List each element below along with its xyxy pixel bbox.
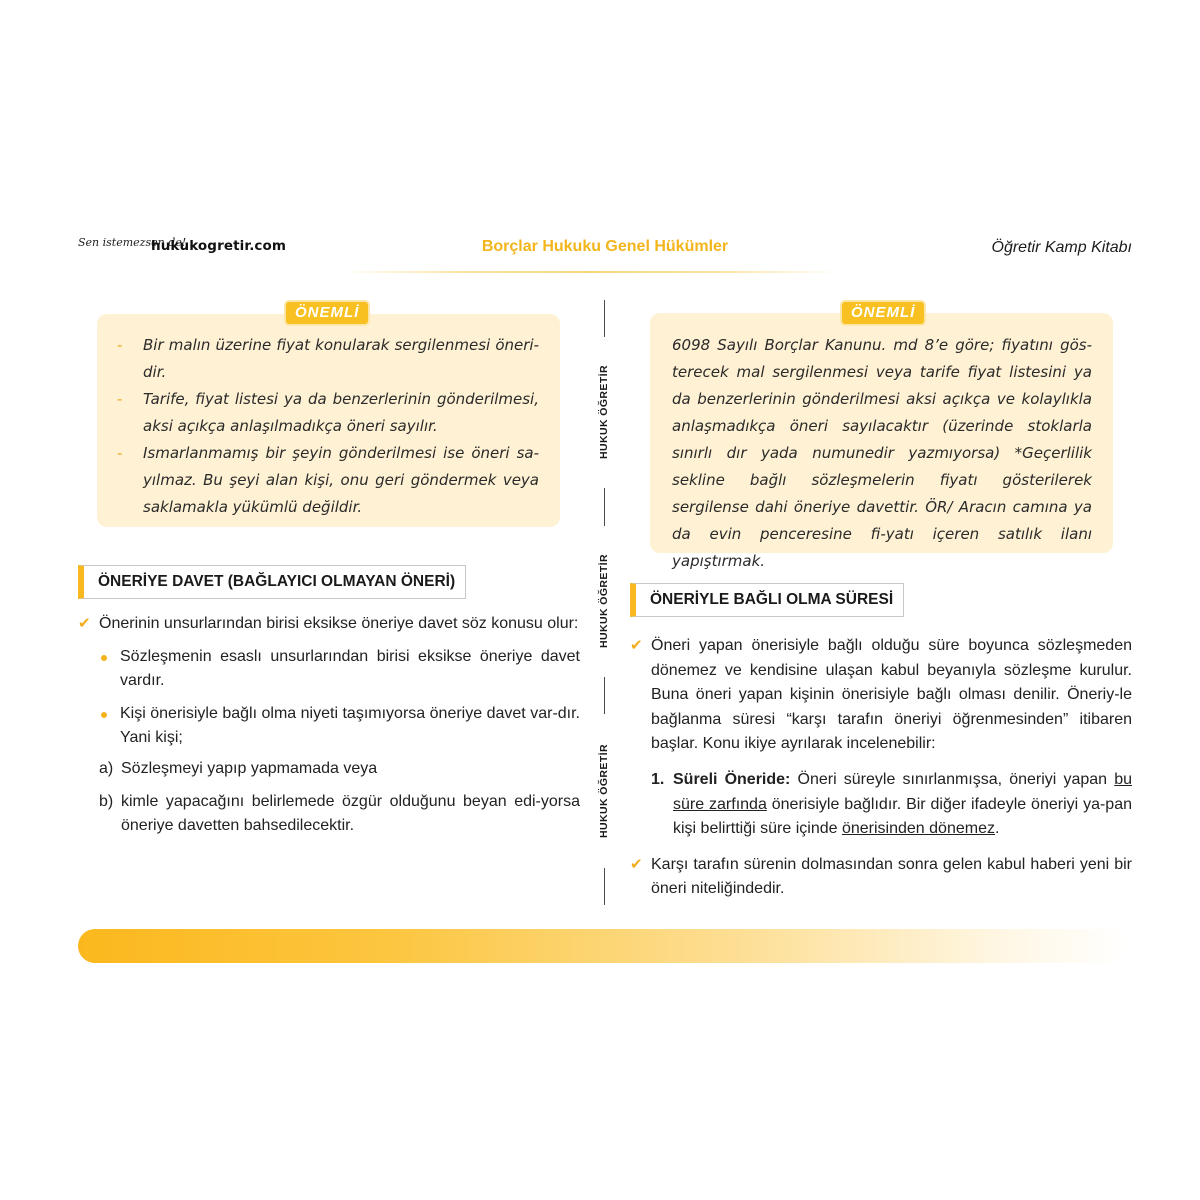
bullet-list-item: Kişi önerisiyle bağlı olma niyeti taşımıyorsa öneriye davet var-dır. Yani kişi; <box>99 702 580 751</box>
important-list-item: - Tarife, fiyat listesi ya da benzerlerinin gönderilmesi, aksi açıkça anlaşılmadıkça öneri sayılır. <box>117 390 539 435</box>
bullet-list-item: Sözleşmenin esaslı unsurlarından birisi eksikse öneriye davet vardır. <box>99 645 580 694</box>
vertical-watermark-label: HUKUK ÖĞRETİR <box>598 554 610 648</box>
vertical-watermark-label: HUKUK ÖĞRETİR <box>598 744 610 838</box>
checkmark-icon: ✔ <box>78 615 91 632</box>
right-body <box>630 634 1132 902</box>
important-list-item: - Ismarlanmamış bir şeyin gönderilmesi ise öneri sa-yılmaz. Bu şeyi alan kişi, onu geri göndermek veya saklamakla yükümlü değildir. <box>117 444 539 516</box>
right-important-text: 6098 Sayılı Borçlar Kanunu. md 8’e göre; fiyatını gös-terecek mal sergilenmesi veya tarife fiyat listesini ya da benzerlerinin gönderilmesi aksi açıkça ve kolaylıkla anlaşmadıkça öneri sayılacaktır (üzerinde stoklarla sınırlı dır yada numunedir yazmıyorsa) *Geçerlilik sekline bağlı sözleşmelerin fiyatı gösterilerek sergilense dahi öneriye davettir. ÖR/ Aracın camına ya da evin penceresine fi-yatı içeren satılık ilanı yapıştırmak. <box>672 336 1092 570</box>
checkmark-icon: ✔ <box>630 637 643 654</box>
header-divider <box>340 271 840 273</box>
alpha-list <box>99 757 580 839</box>
page-header-title: Borçlar Hukuku Genel Hükümler <box>481 238 729 255</box>
left-body <box>78 612 580 839</box>
alpha-list-item: a) Sözleşmeyi yapıp yapmamada veya <box>99 759 378 777</box>
numbered-list <box>630 768 1132 842</box>
brand-site-name[interactable]: hukukogretir.com <box>151 238 287 254</box>
bullet-dot-icon <box>101 712 107 718</box>
brand-script-tagline: Sen istemezsen de! <box>78 236 187 249</box>
center-divider <box>604 488 605 526</box>
center-divider <box>604 868 605 905</box>
right-important-badge: ÖNEMLİ <box>842 302 924 324</box>
bullet-list <box>78 645 580 839</box>
vertical-watermark-label: HUKUK ÖĞRETİR <box>598 365 610 459</box>
check-list-item: ✔ Önerinin unsurlarından birisi eksikse öneriye davet söz konusu olur: <box>78 612 580 637</box>
bullet-dot-icon <box>101 655 107 661</box>
numbered-list-item: 1. Süreli Öneride: Öneri süreyle sınırlanmışsa, öneriyi yapan bu süre zarfında önerisiyle bağlıdır. Bir diğer ifadeyle öneriyi ya-pan kişi belirttiği süre içinde önerisinden dönemez. <box>651 770 1133 838</box>
section-heading-offer-invitation: ÖNERİYE DAVET (BAĞLAYICI OLMAYAN ÖNERİ) <box>78 565 466 599</box>
book-title: Öğretir Kamp Kitabı <box>991 239 1132 256</box>
left-important-badge: ÖNEMLİ <box>286 302 368 324</box>
center-divider <box>604 300 605 337</box>
section-heading-offer-binding-period: ÖNERİYLE BAĞLI OLMA SÜRESİ <box>630 583 904 617</box>
center-divider <box>604 677 605 714</box>
alpha-list-item: b) kimle yapacağını belirlemede özgür olduğunu beyan edi-yorsa öneriye davetten bahsedilecektir. <box>99 792 580 835</box>
footer-gradient-band <box>78 929 1128 963</box>
left-important-content <box>117 332 539 521</box>
checkmark-icon: ✔ <box>630 855 643 873</box>
important-list-item: - Bir malın üzerine fiyat konularak sergilenmesi öneri-dir. <box>117 336 539 381</box>
check-list-item: ✔ Karşı tarafın sürenin dolmasından sonra gelen kabul haberi yeni bir öneri niteliğindedir. <box>630 853 1132 902</box>
check-list-item: ✔ Öneri yapan önerisiyle bağlı olduğu süre boyunca sözleşmeden dönemez ve kendisine ulaşan kabul beyanıyla sözleşme kurulur. Buna öneri yapan kişinin önerisiyle bağlı olması denilir. Öneriy-le bağlanma süresi “karşı tarafın öneriyi öğrenmesinden” itibaren başlar. Konu ikiye ayrılarak incelenebilir: <box>630 634 1132 757</box>
